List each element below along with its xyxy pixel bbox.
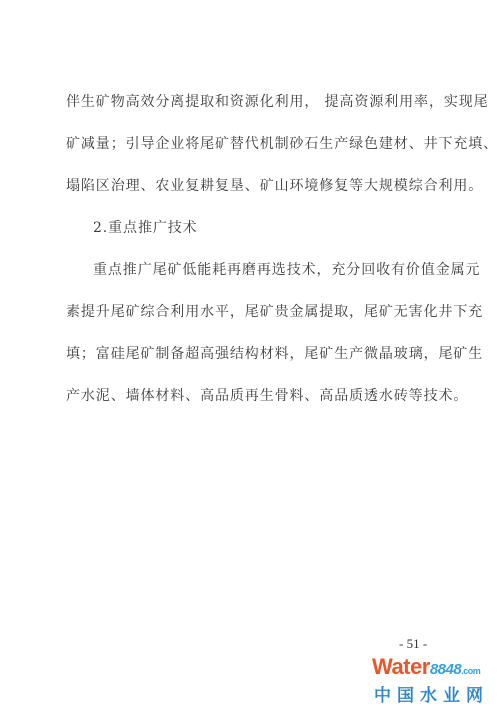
paragraph-line: 塌陷区治理、农业复耕复垦、矿山环境修复等大规模综合利用。 xyxy=(66,178,484,194)
paragraph-line: 矿减量；引导企业将尾矿替代机制砂石生产绿色建材、井下充填、 xyxy=(66,136,499,152)
watermark-chinese-name: 中国水业网 xyxy=(374,686,489,706)
watermark-word: Water xyxy=(372,654,430,679)
section-heading: 2.重点推广技术 xyxy=(93,220,198,236)
watermark-number: 8848 xyxy=(429,661,462,678)
paragraph-line: 伴生矿物高效分离提取和资源化利用， 提高资源利用率，实现尾 xyxy=(66,94,489,110)
paragraph-line: 素提升尾矿综合利用水平，尾矿贵金属提取，尾矿无害化井下充 xyxy=(66,304,484,320)
paragraph-resource-utilization xyxy=(66,93,499,219)
page-number: - 51 - xyxy=(399,636,428,651)
paragraph-line: 重点推广尾矿低能耗再磨再选技术，充分回收有价值金属元 xyxy=(93,262,481,278)
paragraph-line: 产水泥、墙体材料、高品质再生骨料、高品质透水砖等技术。 xyxy=(66,388,469,404)
site-watermark-logo xyxy=(372,654,492,706)
paragraph-line: 填；富硅尾矿制备超高强结构材料，尾矿生产微晶玻璃，尾矿生 xyxy=(66,346,484,362)
watermark-wordmark xyxy=(372,656,480,682)
paragraph-key-technologies xyxy=(66,261,484,429)
watermark-suffix: .com xyxy=(461,666,481,676)
